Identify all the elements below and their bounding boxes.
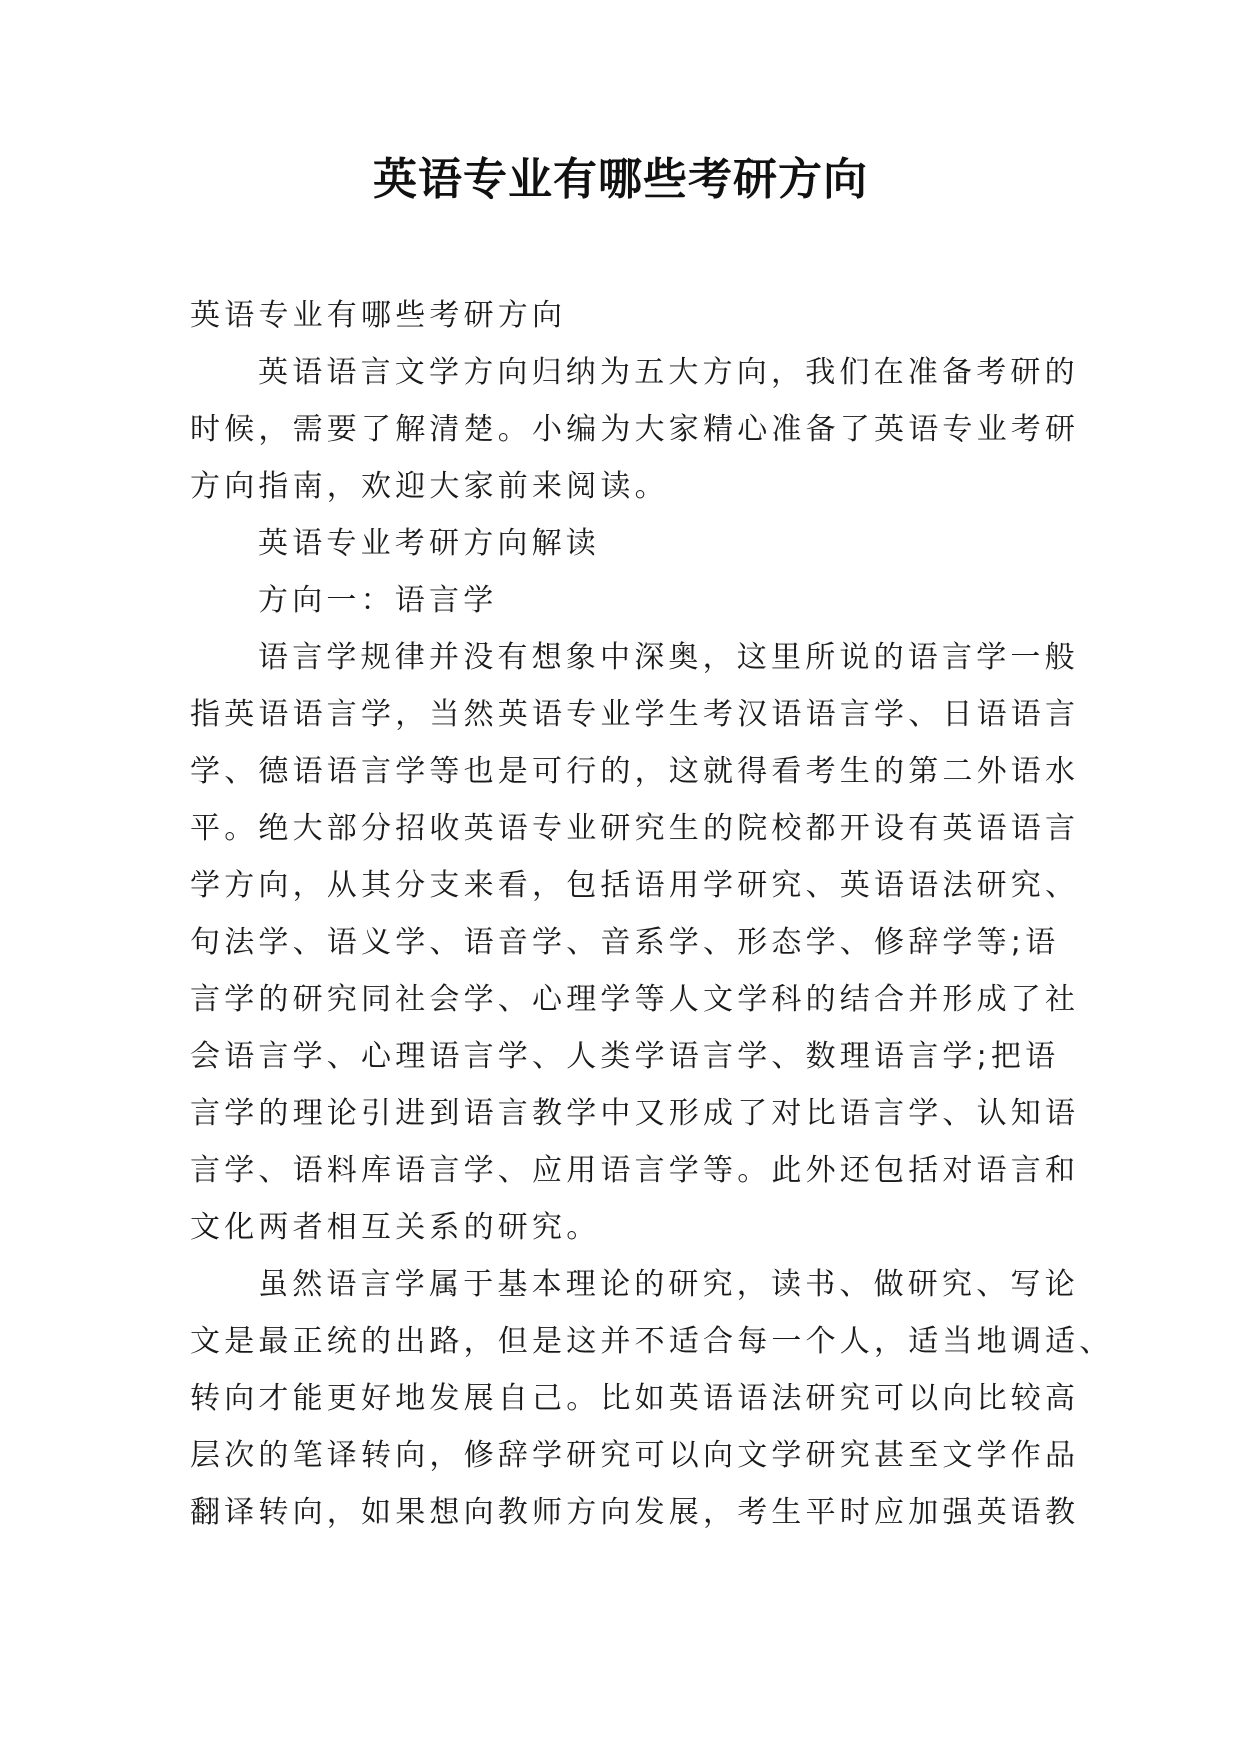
- paragraph-line: 指英语语言学，当然英语专业学生考汉语语言学、日语语言: [190, 697, 1080, 732]
- paragraph-line: 文是最正统的出路，但是这并不适合每一个人，适当地调适、: [190, 1324, 1114, 1359]
- paragraph-line: 语言学规律并没有想象中深奥，这里所说的语言学一般: [258, 640, 1079, 675]
- section-heading: 方向一：语言学: [258, 583, 498, 618]
- paragraph-line: 转向才能更好地发展自己。比如英语语法研究可以向比较高: [190, 1381, 1080, 1416]
- paragraph-line: 学方向，从其分支来看，包括语用学研究、英语语法研究、: [190, 868, 1080, 903]
- paragraph-line: 方向指南，欢迎大家前来阅读。: [190, 469, 669, 504]
- paragraph-line: 翻译转向，如果想向教师方向发展，考生平时应加强英语教: [190, 1495, 1080, 1530]
- paragraph-line: 会语言学、心理语言学、人类学语言学、数理语言学;把语: [190, 1039, 1060, 1074]
- paragraph-line: 平。绝大部分招收英语专业研究生的院校都开设有英语语言: [190, 811, 1080, 846]
- paragraph-line: 言学、语料库语言学、应用语言学等。此外还包括对语言和: [190, 1153, 1080, 1188]
- paragraph-line: 言学的理论引进到语言教学中又形成了对比语言学、认知语: [190, 1096, 1080, 1131]
- paragraph-line: 文化两者相互关系的研究。: [190, 1210, 601, 1245]
- paragraph-line: 英语语言文学方向归纳为五大方向，我们在准备考研的: [258, 355, 1079, 390]
- section-heading: 英语专业考研方向解读: [258, 526, 600, 561]
- paragraph-line: 层次的笔译转向，修辞学研究可以向文学研究甚至文学作品: [190, 1438, 1080, 1473]
- paragraph-line: 虽然语言学属于基本理论的研究，读书、做研究、写论: [258, 1267, 1079, 1302]
- paragraph-line: 学、德语语言学等也是可行的，这就得看考生的第二外语水: [190, 754, 1080, 789]
- paragraph-line: 时候，需要了解清楚。小编为大家精心准备了英语专业考研: [190, 412, 1080, 447]
- document-body: [190, 287, 1114, 1541]
- subtitle-line: 英语专业有哪些考研方向: [190, 298, 567, 333]
- paragraph-line: 言学的研究同社会学、心理学等人文学科的结合并形成了社: [190, 982, 1080, 1017]
- document-title: 英语专业有哪些考研方向: [373, 154, 868, 205]
- paragraph-line: 句法学、语义学、语音学、音系学、形态学、修辞学等;语: [190, 925, 1060, 960]
